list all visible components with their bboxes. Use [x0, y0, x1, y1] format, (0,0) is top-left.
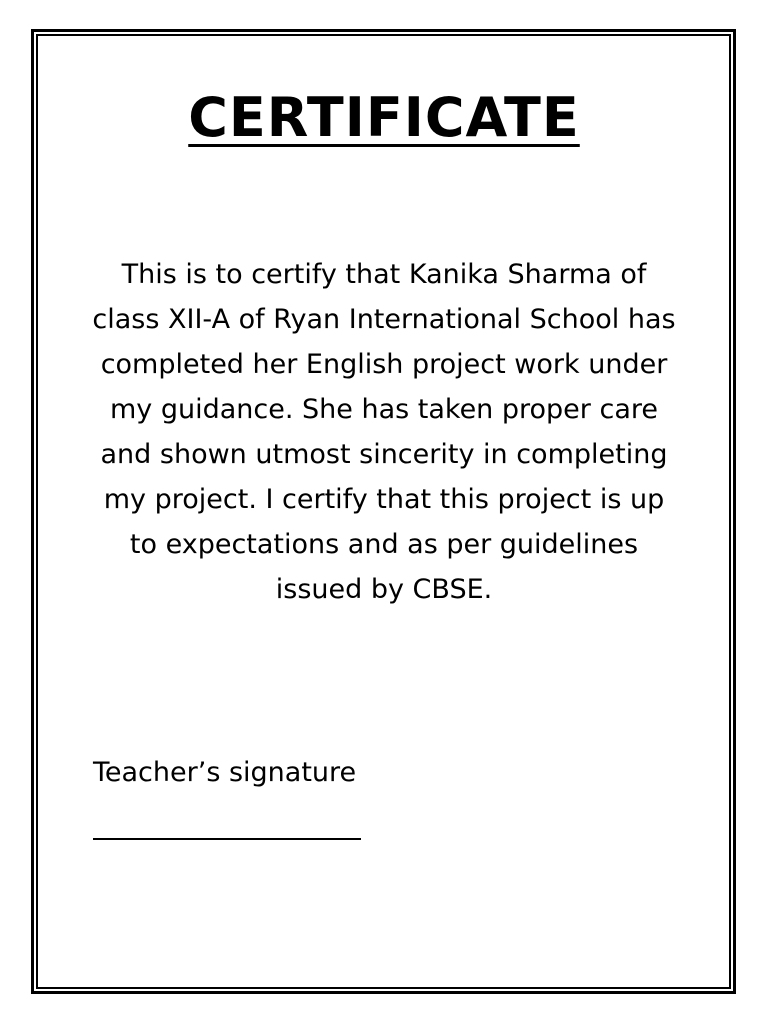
certificate-title-block	[0, 86, 768, 149]
certificate-body: This is to certify that Kanika Sharma of class XII-A of Ryan International School has completed her English project work under my guidance. She has taken proper care and shown utmost sincerity in completing my project. I certify that this project is up to expectations and as per guidelines issued by CBSE.	[92, 259, 676, 605]
signature-line	[93, 838, 361, 840]
signature-label: Teacher’s signature	[93, 757, 357, 788]
certificate-title: CERTIFICATE	[188, 86, 580, 149]
